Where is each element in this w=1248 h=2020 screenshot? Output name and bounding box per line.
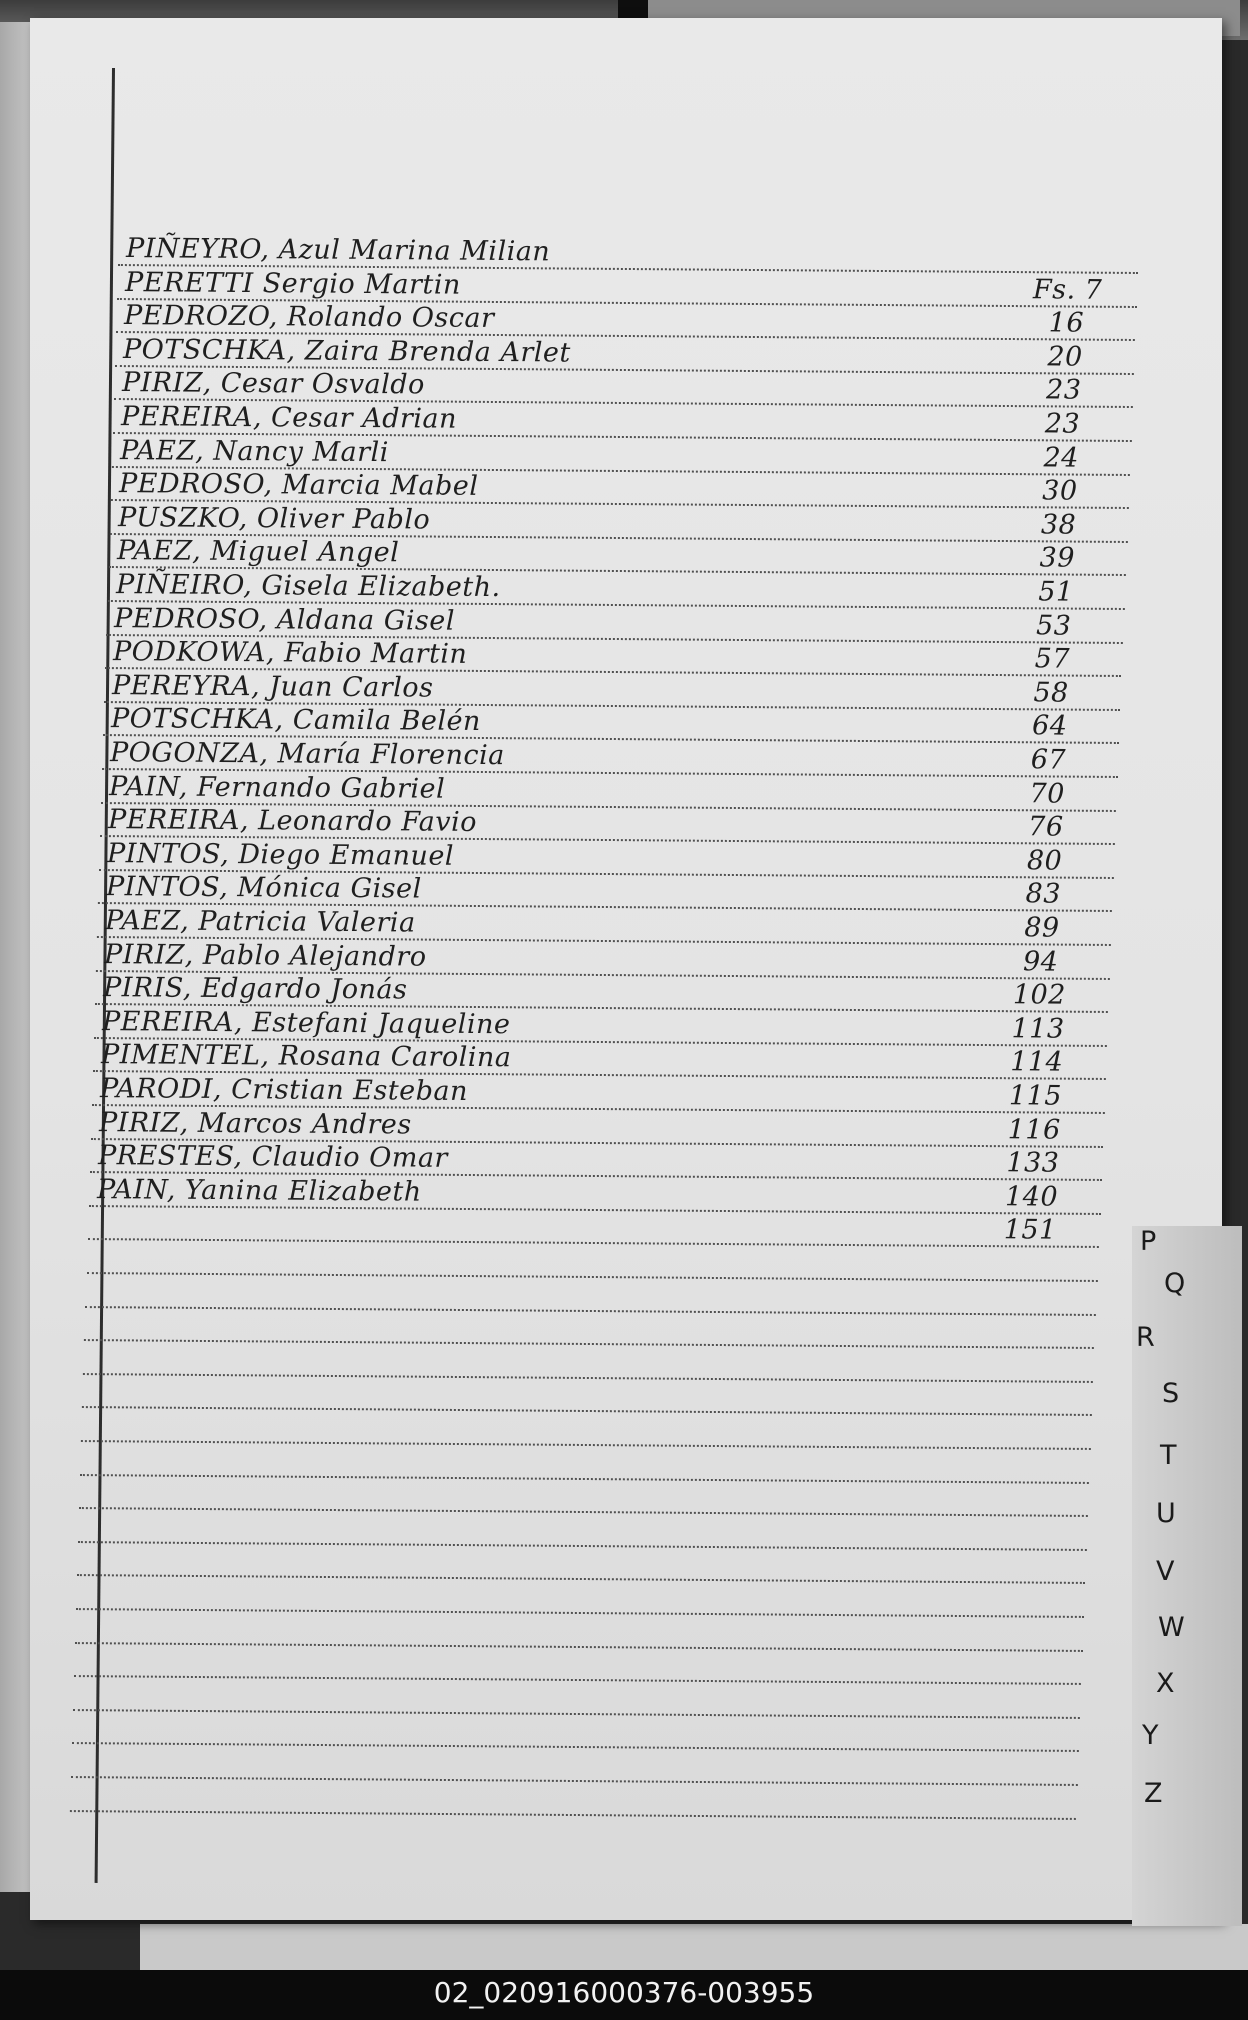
- entry-name: PERETTI Sergio Martin: [124, 266, 461, 301]
- entry-folio: 102: [1012, 979, 1066, 1011]
- caption-bar: [0, 1970, 1248, 2020]
- entry-name: PIRIZ, Marcos Andres: [98, 1106, 412, 1141]
- entry-name: PAEZ, Patricia Valeria: [104, 905, 416, 939]
- entry-name: PINTOS, Mónica Gisel: [105, 871, 422, 905]
- entry-name: PIMENTEL, Rosana Carolina: [100, 1039, 512, 1074]
- entry-name: PODKOWA, Fabio Martin: [113, 636, 468, 671]
- entry-folio: 114: [1009, 1046, 1064, 1079]
- entry-name: PAIN, Fernando Gabriel: [109, 770, 446, 805]
- entry-folio: 64: [1032, 710, 1068, 742]
- entry-name: POTSCHKA, Camila Belén: [111, 703, 482, 738]
- book-edge: [140, 1924, 1248, 1970]
- entry-name: PEREIRA, Estefani Jaqueline: [101, 1005, 511, 1041]
- entry-name: PARODI, Cristian Esteban: [99, 1073, 468, 1107]
- tab-letter-p[interactable]: P: [1140, 1226, 1157, 1257]
- entry-folio: 94: [1022, 945, 1059, 978]
- index-page: [30, 18, 1222, 1920]
- alphabet-tabs: [1132, 1226, 1242, 1926]
- tab-letter-r[interactable]: R: [1136, 1322, 1155, 1353]
- entry-folio: 24: [1043, 441, 1079, 474]
- entry-name: PEDROSO, Marcia Mabel: [118, 468, 479, 503]
- entry-folio: 133: [1005, 1147, 1060, 1179]
- entry-folio: 23: [1045, 374, 1082, 406]
- entry-name: PINTOS, Diego Emanuel: [106, 837, 455, 872]
- entry-folio: 30: [1041, 475, 1078, 507]
- entry-name: PIRIZ, Pablo Alejandro: [103, 938, 427, 973]
- entry-folio: 70: [1029, 777, 1066, 810]
- tab-letter-z[interactable]: Z: [1144, 1778, 1163, 1809]
- entry-folio: 38: [1040, 509, 1076, 541]
- entry-name: PUSZKO, Oliver Pablo: [117, 501, 430, 536]
- entry-name: PIRIS, Edgardo Jonás: [102, 972, 408, 1006]
- entry-name: PIÑEIRO, Gisela Elizabeth.: [115, 569, 501, 604]
- entry-name: PEDROSO, Aldana Gisel: [114, 602, 456, 637]
- entry-name: PIÑEYRO, Azul Marina Milian: [125, 233, 551, 268]
- entry-folio: 113: [1011, 1013, 1065, 1045]
- entry-name: PEDROZO, Rolando Oscar: [123, 300, 495, 335]
- tab-letter-x[interactable]: X: [1156, 1668, 1175, 1699]
- entry-folio: 53: [1036, 609, 1072, 642]
- tab-letter-q[interactable]: Q: [1164, 1268, 1186, 1299]
- tab-letter-u[interactable]: U: [1156, 1498, 1176, 1529]
- entry-folio: 23: [1044, 408, 1081, 440]
- entry-folio: 115: [1008, 1080, 1062, 1112]
- entry-folio: Fs. 7: [1032, 273, 1103, 306]
- entry-folio: 76: [1028, 811, 1064, 843]
- entry-folio: 116: [1007, 1113, 1061, 1146]
- entry-folio: 51: [1037, 576, 1074, 608]
- blank-ruled-line: [70, 1778, 1076, 1820]
- tab-letter-y[interactable]: Y: [1142, 1720, 1159, 1751]
- entry-name: PEREYRA, Juan Carlos: [112, 669, 434, 704]
- index-list: [30, 18, 1222, 1920]
- entry-folio: 83: [1025, 878, 1062, 910]
- entry-folio: 58: [1033, 677, 1070, 709]
- tab-letter-t[interactable]: T: [1160, 1440, 1177, 1471]
- entry-name: PAIN, Yanina Elizabeth: [96, 1173, 422, 1208]
- entry-folio: 20: [1047, 341, 1083, 373]
- entry-name: PAEZ, Nancy Marli: [119, 434, 389, 468]
- entry-folio: 89: [1024, 912, 1060, 944]
- entry-name: PEREIRA, Leonardo Favio: [108, 804, 478, 839]
- entry-name: POTSCHKA, Zaira Brenda Arlet: [122, 333, 571, 369]
- entry-folio: 80: [1026, 845, 1063, 877]
- entry-name: PAEZ, Miguel Angel: [116, 535, 399, 569]
- tab-letter-w[interactable]: W: [1158, 1612, 1185, 1643]
- entry-name: POGONZA, María Florencia: [110, 737, 506, 772]
- entry-folio: 16: [1048, 307, 1085, 339]
- tab-letter-s[interactable]: S: [1162, 1378, 1180, 1409]
- entry-folio: 67: [1030, 744, 1067, 776]
- entry-folio: 39: [1039, 542, 1075, 574]
- tab-letter-v[interactable]: V: [1156, 1556, 1175, 1587]
- entry-folio: 140: [1004, 1181, 1058, 1213]
- entry-name: PIRIZ, Cesar Osvaldo: [121, 367, 425, 401]
- entry-name: PRESTES, Claudio Omar: [97, 1140, 448, 1175]
- entry-folio: 57: [1034, 643, 1071, 675]
- entry-name: PEREIRA, Cesar Adrian: [120, 401, 457, 435]
- scan-caption: 02_020916000376-003955: [433, 1976, 815, 2009]
- ruled-line: [70, 1810, 1076, 1820]
- entry-folio: 151: [1003, 1214, 1057, 1247]
